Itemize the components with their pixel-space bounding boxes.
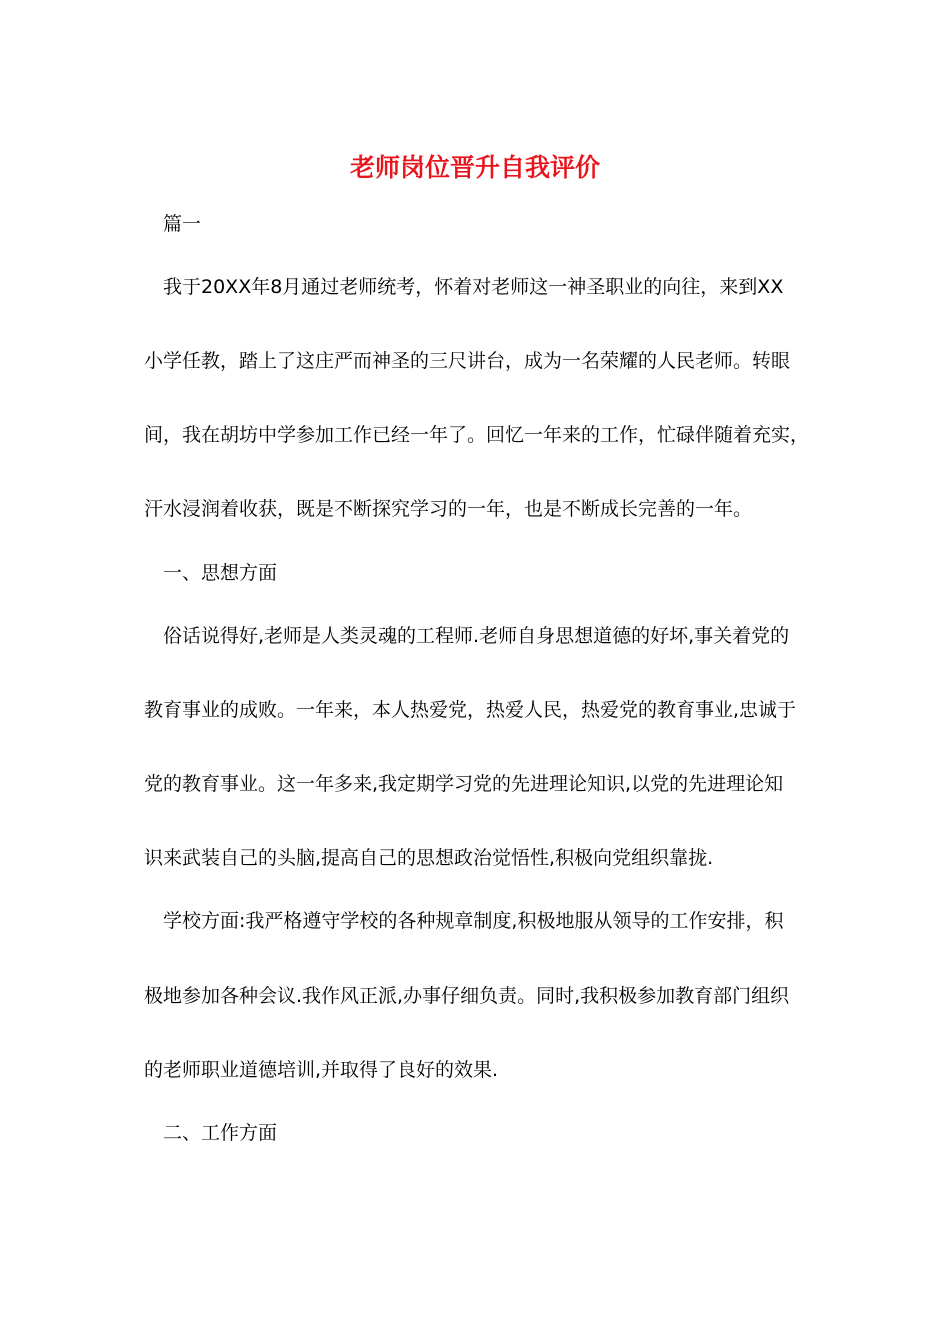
paragraph-line: 汗水浸润着收获，既是不断探究学习的一年，也是不断成长完善的一年。: [144, 498, 753, 520]
section-heading-thought: 一、思想方面: [163, 562, 278, 584]
paragraph-line: 党的教育事业。这一年多来,我定期学习党的先进理论知识,以党的先进理论知: [144, 773, 784, 795]
paragraph-line: 教育事业的成败。一年来，本人热爱党，热爱人民，热爱党的教育事业,忠诚于: [144, 699, 797, 721]
paragraph-line: 小学任教，踏上了这庄严而神圣的三尺讲台，成为一名荣耀的人民老师。转眼: [144, 350, 791, 372]
paragraph-line: 的老师职业道德培训,并取得了良好的效果.: [144, 1059, 499, 1081]
paragraph-line: 极地参加各种会议.我作风正派,办事仔细负责。同时,我积极参加教育部门组织: [144, 985, 790, 1007]
section-heading-work: 二、工作方面: [163, 1122, 278, 1144]
paragraph-line: 间，我在胡坊中学参加工作已经一年了。回忆一年来的工作，忙碌伴随着充实，: [144, 424, 810, 446]
paragraph-line: 俗话说得好,老师是人类灵魂的工程师.老师自身思想道德的好坏,事关着党的: [163, 625, 790, 647]
document-title: 老师岗位晋升自我评价: [349, 153, 600, 182]
paragraph-line: 我于20XX年8月通过老师统考，怀着对老师这一神圣职业的向往，来到XX: [163, 276, 784, 298]
paragraph-line: 识来武装自己的头脑,提高自己的思想政治觉悟性,积极向党组织靠拢.: [144, 847, 714, 869]
section-label: 篇一: [163, 213, 202, 235]
paragraph-line: 学校方面:我严格遵守学校的各种规章制度,积极地服从领导的工作安排，积: [163, 910, 784, 932]
